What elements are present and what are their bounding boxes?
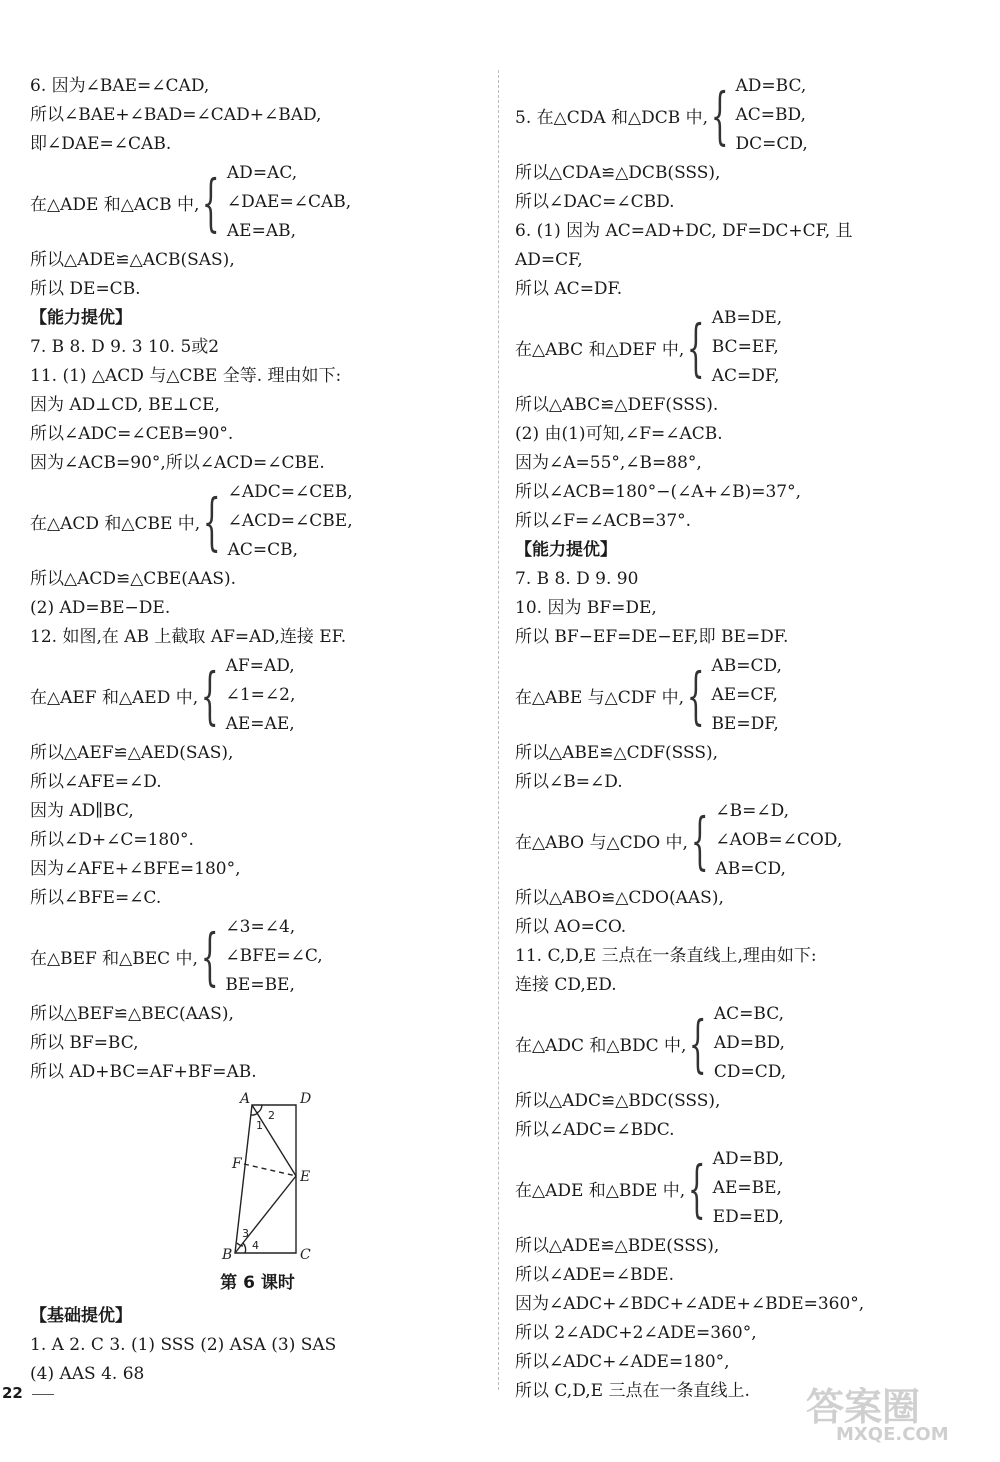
equation-system (515, 72, 985, 159)
lesson-caption: 第 6 课时 (220, 1273, 295, 1293)
answer-line: (4) AAS 4. 68 (30, 1364, 145, 1384)
text-line: 所以 C,D,E 三点在一条直线上. (515, 1381, 750, 1401)
system-line: BE=DF, (711, 714, 779, 734)
section-heading: 【能力提优】 (515, 540, 617, 560)
system-line: AD=BC, (735, 76, 807, 96)
right-column (515, 72, 985, 1406)
text-line: 因为 AD⊥CD, BE⊥CE, (30, 395, 220, 415)
text-line: 所以△ADE≌△ACB(SAS), (30, 250, 235, 270)
watermark-sub: MXQE.COM (836, 1424, 949, 1445)
system-prefix: 在△ABE 与△CDF 中, (515, 688, 684, 708)
text-line: 所以 2∠ADC+2∠ADE=360°, (515, 1323, 757, 1343)
text-line: 连接 CD,ED. (515, 975, 617, 995)
angle-arc-4 (243, 1243, 246, 1253)
text-line: 所以∠B=∠D. (515, 772, 623, 792)
text-line: 所以△ADE≌△BDE(SSS), (515, 1236, 720, 1256)
system-line: AE=CF, (711, 685, 778, 705)
segment-be (235, 1176, 296, 1253)
text-line: 所以∠AFE=∠D. (30, 772, 162, 792)
brace-icon: { (203, 484, 221, 558)
label-b: B (222, 1247, 233, 1261)
brace-icon: { (201, 658, 219, 732)
system-line: AC=CB, (227, 540, 299, 560)
system-line: ∠1=∠2, (225, 685, 296, 705)
text-line: 10. 因为 BF=DE, (515, 598, 657, 618)
text-line: 所以△ABO≌△CDO(AAS), (515, 888, 724, 908)
system-line: CD=CD, (713, 1062, 787, 1082)
text-line: 所以△ACD≌△CBE(AAS). (30, 569, 237, 589)
system-prefix: 在△ABO 与△CDO 中, (515, 833, 688, 853)
brace-icon: { (689, 1006, 708, 1080)
segment-fe (244, 1164, 296, 1176)
brace-icon: { (710, 78, 729, 152)
equation-system (30, 478, 485, 565)
text-line: 所以∠ADC+∠ADE=180°, (515, 1352, 730, 1372)
system-line: AD=BD, (712, 1149, 784, 1169)
text-line: 12. 如图,在 AB 上截取 AF=AD,连接 EF. (30, 627, 347, 647)
system-line: AC=BD, (735, 105, 806, 125)
system-line: AE=AE, (225, 714, 295, 734)
angle-arc-2 (257, 1105, 262, 1113)
system-line: ∠ACD=∠CBE, (227, 511, 353, 531)
answer-line: 7. B 8. D 9. 90 (515, 569, 639, 589)
section-heading: 【能力提优】 (30, 308, 132, 328)
system-line: ∠ADC=∠CEB, (227, 482, 353, 502)
system-prefix: 在△ABC 和△DEF 中, (515, 340, 685, 360)
system-line: ED=ED, (712, 1207, 784, 1227)
text-line: 所以 DE=CB. (30, 279, 141, 299)
watermark-main: 答案圈 (806, 1385, 921, 1429)
angle-arc-1 (251, 1113, 258, 1115)
text-line: 所以∠F=∠ACB=37°. (515, 511, 692, 531)
text-line: 所以 BF=BC, (30, 1033, 139, 1053)
text-line: 所以△ABC≌△DEF(SSS). (515, 395, 719, 415)
text-line: 所以 AO=CO. (515, 917, 627, 937)
text-line: 所以∠ADE=∠BDE. (515, 1265, 674, 1285)
answer-line: 1. A 2. C 3. (1) SSS (2) ASA (3) SAS (30, 1335, 337, 1355)
system-line: ∠DAE=∠CAB, (226, 192, 352, 212)
brace-icon: { (688, 1151, 706, 1225)
text-line: 所以∠ACB=180°−(∠A+∠B)=37°, (515, 482, 802, 502)
equation-system (515, 652, 985, 739)
left-column (30, 72, 485, 1389)
text-line: 所以 BF−EF=DE−EF,即 BE=DF. (515, 627, 789, 647)
geometry-figure (30, 1091, 485, 1266)
text-line: (2) AD=BE−DE. (30, 598, 171, 618)
system-prefix: 在△ADE 和△BDE 中, (515, 1181, 686, 1201)
text-line: 6. (1) 因为 AC=AD+DC, DF=DC+CF, 且 (515, 221, 853, 241)
text-line: AD=CF, (515, 250, 583, 270)
text-line: 因为 AD∥BC, (30, 801, 134, 821)
system-line: AF=AD, (225, 656, 295, 676)
system-line: AB=CD, (715, 859, 786, 879)
text-line: 所以∠ADC=∠BDC. (515, 1120, 675, 1140)
system-prefix: 5. 在△CDA 和△DCB 中, (515, 108, 709, 128)
system-prefix: 在△AEF 和△AED 中, (30, 688, 199, 708)
system-line: BE=BE, (225, 975, 295, 995)
text-line: 因为∠ADC+∠BDC+∠ADE+∠BDE=360°, (515, 1294, 865, 1314)
system-line: ∠B=∠D, (715, 801, 790, 821)
brace-icon: { (200, 919, 219, 993)
text-line: 因为∠A=55°,∠B=88°, (515, 453, 702, 473)
page-number-dash (32, 1394, 54, 1395)
brace-icon: { (202, 165, 221, 239)
text-line: 所以∠BAE+∠BAD=∠CAD+∠BAD, (30, 105, 322, 125)
system-line: AB=DE, (711, 308, 783, 328)
answer-line: 7. B 8. D 9. 3 10. 5或2 (30, 337, 220, 357)
text-line: 所以∠ADC=∠CEB=90°. (30, 424, 234, 444)
system-prefix: 在△BEF 和△BEC 中, (30, 949, 198, 969)
watermark-logo (796, 1372, 986, 1452)
text-line: 所以∠D+∠C=180°. (30, 830, 194, 850)
equation-system (30, 652, 485, 739)
text-line: 所以△ABE≌△CDF(SSS), (515, 743, 719, 763)
text-line: 所以∠BFE=∠C. (30, 888, 162, 908)
system-line: ∠BFE=∠C, (225, 946, 323, 966)
text-line: 所以∠DAC=∠CBD. (515, 192, 675, 212)
system-line: AD=BD, (713, 1033, 785, 1053)
text-line: 即∠DAE=∠CAB. (30, 134, 172, 154)
text-line: 因为∠AFE+∠BFE=180°, (30, 859, 241, 879)
system-line: AC=BC, (713, 1004, 785, 1024)
label-c: C (300, 1247, 311, 1261)
system-line: AC=DF, (711, 366, 780, 386)
system-line: ∠AOB=∠COD, (715, 830, 843, 850)
label-angle-1: 1 (256, 1119, 263, 1132)
text-line: 11. C,D,E 三点在一条直线上,理由如下: (515, 946, 817, 966)
text-line: (2) 由(1)可知,∠F=∠ACB. (515, 424, 723, 444)
trapezoid-diagram (190, 1091, 340, 1261)
label-f: F (232, 1156, 242, 1172)
text-line: 所以△CDA≌△DCB(SSS), (515, 163, 721, 183)
system-line: ∠3=∠4, (225, 917, 296, 937)
label-angle-3: 3 (242, 1227, 249, 1240)
system-prefix: 在△ADC 和△BDC 中, (515, 1036, 687, 1056)
system-line: AB=CD, (711, 656, 782, 676)
system-prefix: 在△ADE 和△ACB 中, (30, 195, 200, 215)
system-line: BC=EF, (711, 337, 779, 357)
equation-system (515, 1145, 985, 1232)
text-line: 所以 AC=DF. (515, 279, 623, 299)
text-line: 所以 AD+BC=AF+BF=AB. (30, 1062, 257, 1082)
section-heading: 【基础提优】 (30, 1306, 132, 1326)
system-line: AE=AB, (226, 221, 297, 241)
column-divider (498, 70, 499, 1390)
brace-icon: { (686, 658, 705, 732)
text-line: 所以△BEF≌△BEC(AAS), (30, 1004, 234, 1024)
equation-system (515, 1000, 985, 1087)
system-prefix: 在△ACD 和△CBE 中, (30, 514, 201, 534)
system-line: DC=CD, (735, 134, 808, 154)
equation-system (515, 797, 985, 884)
label-a: A (240, 1091, 251, 1107)
text-line: 所以△ADC≌△BDC(SSS), (515, 1091, 721, 1111)
label-angle-4: 4 (252, 1239, 259, 1252)
text-line: 所以△AEF≌△AED(SAS), (30, 743, 234, 763)
equation-system (515, 304, 985, 391)
brace-icon: { (690, 803, 709, 877)
system-line: AE=BE, (712, 1178, 782, 1198)
system-line: AD=AC, (226, 163, 298, 183)
page-number: 22 (2, 1384, 23, 1402)
label-d: D (300, 1091, 312, 1107)
text-line: 因为∠ACB=90°,所以∠ACD=∠CBE. (30, 453, 325, 473)
label-e: E (300, 1169, 311, 1185)
text-line: 11. (1) △ACD 与△CBE 全等. 理由如下: (30, 366, 342, 386)
equation-system (30, 913, 485, 1000)
equation-system (30, 159, 485, 246)
label-angle-2: 2 (268, 1109, 275, 1122)
brace-icon: { (687, 310, 705, 384)
text-line: 6. 因为∠BAE=∠CAD, (30, 76, 210, 96)
